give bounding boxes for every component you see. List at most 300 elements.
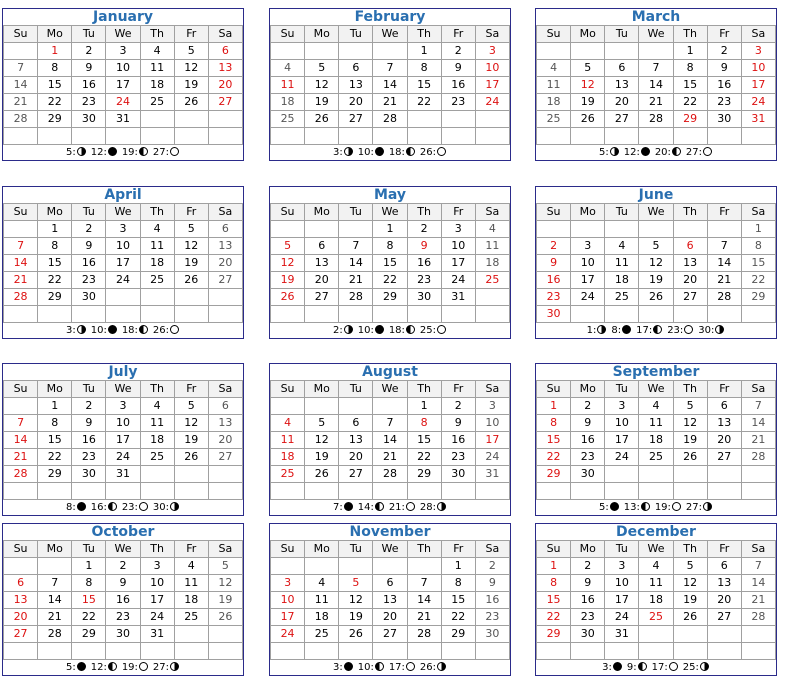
- day-cell[interactable]: 9: [72, 60, 106, 77]
- day-cell[interactable]: 1: [537, 398, 571, 415]
- day-cell[interactable]: 17: [140, 592, 174, 609]
- day-cell[interactable]: 1: [38, 221, 72, 238]
- day-cell[interactable]: 23: [106, 609, 140, 626]
- day-cell[interactable]: 30: [571, 466, 605, 483]
- day-cell[interactable]: 19: [673, 592, 707, 609]
- day-cell[interactable]: 23: [72, 94, 106, 111]
- day-cell[interactable]: 14: [373, 77, 407, 94]
- day-cell[interactable]: 18: [475, 255, 509, 272]
- day-cell[interactable]: 15: [72, 592, 106, 609]
- day-cell[interactable]: 8: [72, 575, 106, 592]
- day-cell[interactable]: 13: [707, 415, 741, 432]
- day-cell[interactable]: 21: [4, 449, 38, 466]
- day-cell[interactable]: 2: [571, 398, 605, 415]
- day-cell[interactable]: 26: [639, 289, 673, 306]
- day-cell[interactable]: 22: [38, 94, 72, 111]
- day-cell[interactable]: 16: [106, 592, 140, 609]
- day-cell[interactable]: 12: [673, 575, 707, 592]
- day-cell[interactable]: 26: [673, 609, 707, 626]
- day-cell[interactable]: 20: [208, 77, 242, 94]
- day-cell[interactable]: 4: [475, 221, 509, 238]
- day-cell[interactable]: 20: [707, 432, 741, 449]
- day-cell[interactable]: 26: [571, 111, 605, 128]
- day-cell[interactable]: 3: [605, 398, 639, 415]
- day-cell[interactable]: 21: [38, 609, 72, 626]
- day-cell[interactable]: 2: [707, 43, 741, 60]
- day-cell[interactable]: 15: [441, 592, 475, 609]
- day-cell[interactable]: 5: [174, 43, 208, 60]
- day-cell[interactable]: 1: [673, 43, 707, 60]
- day-cell[interactable]: 8: [673, 60, 707, 77]
- day-cell[interactable]: 27: [707, 449, 741, 466]
- day-cell[interactable]: 19: [208, 592, 242, 609]
- day-cell[interactable]: 7: [4, 60, 38, 77]
- day-cell[interactable]: 30: [72, 466, 106, 483]
- day-cell[interactable]: 28: [4, 111, 38, 128]
- day-cell[interactable]: 10: [741, 60, 775, 77]
- day-cell[interactable]: 11: [140, 238, 174, 255]
- day-cell[interactable]: 1: [373, 221, 407, 238]
- day-cell[interactable]: 8: [741, 238, 775, 255]
- day-cell[interactable]: 7: [373, 415, 407, 432]
- day-cell[interactable]: 11: [271, 77, 305, 94]
- day-cell[interactable]: 28: [38, 626, 72, 643]
- day-cell[interactable]: 2: [441, 43, 475, 60]
- day-cell[interactable]: 19: [305, 449, 339, 466]
- day-cell[interactable]: 19: [305, 94, 339, 111]
- day-cell[interactable]: 16: [707, 77, 741, 94]
- day-cell[interactable]: 29: [441, 626, 475, 643]
- day-cell[interactable]: 3: [605, 558, 639, 575]
- day-cell[interactable]: 26: [174, 94, 208, 111]
- day-cell[interactable]: 9: [537, 255, 571, 272]
- day-cell[interactable]: 1: [407, 398, 441, 415]
- day-cell[interactable]: 6: [673, 238, 707, 255]
- day-cell[interactable]: 16: [72, 255, 106, 272]
- day-cell[interactable]: 9: [475, 575, 509, 592]
- day-cell[interactable]: 6: [373, 575, 407, 592]
- day-cell[interactable]: 27: [305, 289, 339, 306]
- day-cell[interactable]: 23: [475, 609, 509, 626]
- day-cell[interactable]: 11: [639, 575, 673, 592]
- day-cell[interactable]: 15: [373, 255, 407, 272]
- day-cell[interactable]: 18: [537, 94, 571, 111]
- day-cell[interactable]: 6: [208, 398, 242, 415]
- day-cell[interactable]: 22: [673, 94, 707, 111]
- day-cell[interactable]: 18: [305, 609, 339, 626]
- day-cell[interactable]: 17: [571, 272, 605, 289]
- day-cell[interactable]: 12: [305, 77, 339, 94]
- day-cell[interactable]: 27: [339, 466, 373, 483]
- day-cell[interactable]: 18: [605, 272, 639, 289]
- day-cell[interactable]: 17: [106, 77, 140, 94]
- day-cell[interactable]: 28: [339, 289, 373, 306]
- day-cell[interactable]: 24: [106, 272, 140, 289]
- day-cell[interactable]: 17: [605, 592, 639, 609]
- day-cell[interactable]: 20: [4, 609, 38, 626]
- day-cell[interactable]: 29: [72, 626, 106, 643]
- day-cell[interactable]: 17: [741, 77, 775, 94]
- day-cell[interactable]: 5: [305, 415, 339, 432]
- day-cell[interactable]: 4: [271, 60, 305, 77]
- day-cell[interactable]: 31: [475, 466, 509, 483]
- day-cell[interactable]: 25: [605, 289, 639, 306]
- day-cell[interactable]: 29: [38, 289, 72, 306]
- day-cell[interactable]: 16: [571, 592, 605, 609]
- day-cell[interactable]: 2: [72, 43, 106, 60]
- day-cell[interactable]: 23: [441, 449, 475, 466]
- day-cell[interactable]: 7: [373, 60, 407, 77]
- day-cell[interactable]: 6: [339, 60, 373, 77]
- day-cell[interactable]: 25: [639, 609, 673, 626]
- day-cell[interactable]: 10: [140, 575, 174, 592]
- day-cell[interactable]: 30: [537, 306, 571, 323]
- day-cell[interactable]: 10: [605, 415, 639, 432]
- day-cell[interactable]: 21: [741, 592, 775, 609]
- day-cell[interactable]: 12: [174, 415, 208, 432]
- day-cell[interactable]: 26: [305, 466, 339, 483]
- day-cell[interactable]: 23: [72, 449, 106, 466]
- day-cell[interactable]: 15: [537, 592, 571, 609]
- day-cell[interactable]: 15: [38, 432, 72, 449]
- day-cell[interactable]: 29: [38, 466, 72, 483]
- day-cell[interactable]: 11: [174, 575, 208, 592]
- day-cell[interactable]: 24: [271, 626, 305, 643]
- day-cell[interactable]: 9: [571, 575, 605, 592]
- day-cell[interactable]: 3: [741, 43, 775, 60]
- day-cell[interactable]: 9: [72, 415, 106, 432]
- day-cell[interactable]: 5: [673, 398, 707, 415]
- day-cell[interactable]: 25: [271, 466, 305, 483]
- day-cell[interactable]: 16: [407, 255, 441, 272]
- day-cell[interactable]: 7: [4, 415, 38, 432]
- day-cell[interactable]: 23: [571, 609, 605, 626]
- day-cell[interactable]: 12: [174, 238, 208, 255]
- day-cell[interactable]: 19: [174, 255, 208, 272]
- day-cell[interactable]: 7: [4, 238, 38, 255]
- day-cell[interactable]: 15: [38, 255, 72, 272]
- day-cell[interactable]: 13: [339, 432, 373, 449]
- day-cell[interactable]: 20: [339, 94, 373, 111]
- day-cell[interactable]: 28: [639, 111, 673, 128]
- day-cell[interactable]: 8: [38, 60, 72, 77]
- day-cell[interactable]: 18: [140, 432, 174, 449]
- day-cell[interactable]: 25: [475, 272, 509, 289]
- day-cell[interactable]: 9: [441, 415, 475, 432]
- day-cell[interactable]: 30: [72, 111, 106, 128]
- day-cell[interactable]: 22: [38, 272, 72, 289]
- day-cell[interactable]: 3: [571, 238, 605, 255]
- day-cell[interactable]: 10: [106, 415, 140, 432]
- day-cell[interactable]: 25: [537, 111, 571, 128]
- day-cell[interactable]: 13: [339, 77, 373, 94]
- day-cell[interactable]: 25: [305, 626, 339, 643]
- day-cell[interactable]: 18: [639, 432, 673, 449]
- day-cell[interactable]: 10: [605, 575, 639, 592]
- day-cell[interactable]: 14: [639, 77, 673, 94]
- day-cell[interactable]: 24: [475, 94, 509, 111]
- day-cell[interactable]: 5: [673, 558, 707, 575]
- day-cell[interactable]: 21: [4, 272, 38, 289]
- day-cell[interactable]: 17: [106, 255, 140, 272]
- day-cell[interactable]: 16: [72, 77, 106, 94]
- day-cell[interactable]: 10: [475, 415, 509, 432]
- day-cell[interactable]: 11: [475, 238, 509, 255]
- day-cell[interactable]: 26: [174, 449, 208, 466]
- day-cell[interactable]: 5: [639, 238, 673, 255]
- day-cell[interactable]: 16: [72, 432, 106, 449]
- day-cell[interactable]: 30: [106, 626, 140, 643]
- day-cell[interactable]: 21: [4, 94, 38, 111]
- day-cell[interactable]: 9: [72, 238, 106, 255]
- day-cell[interactable]: 10: [441, 238, 475, 255]
- day-cell[interactable]: 9: [441, 60, 475, 77]
- day-cell[interactable]: 19: [174, 432, 208, 449]
- day-cell[interactable]: 7: [339, 238, 373, 255]
- day-cell[interactable]: 3: [106, 398, 140, 415]
- day-cell[interactable]: 20: [707, 592, 741, 609]
- day-cell[interactable]: 14: [373, 432, 407, 449]
- day-cell[interactable]: 14: [407, 592, 441, 609]
- day-cell[interactable]: 27: [208, 272, 242, 289]
- day-cell[interactable]: 2: [106, 558, 140, 575]
- day-cell[interactable]: 21: [741, 432, 775, 449]
- day-cell[interactable]: 4: [305, 575, 339, 592]
- day-cell[interactable]: 29: [407, 466, 441, 483]
- day-cell[interactable]: 28: [741, 449, 775, 466]
- day-cell[interactable]: 1: [537, 558, 571, 575]
- day-cell[interactable]: 20: [339, 449, 373, 466]
- day-cell[interactable]: 25: [140, 272, 174, 289]
- day-cell[interactable]: 27: [208, 94, 242, 111]
- day-cell[interactable]: 6: [208, 221, 242, 238]
- day-cell[interactable]: 19: [271, 272, 305, 289]
- day-cell[interactable]: 21: [373, 449, 407, 466]
- day-cell[interactable]: 17: [475, 432, 509, 449]
- day-cell[interactable]: 17: [271, 609, 305, 626]
- day-cell[interactable]: 8: [441, 575, 475, 592]
- day-cell[interactable]: 25: [271, 111, 305, 128]
- day-cell[interactable]: 27: [605, 111, 639, 128]
- day-cell[interactable]: 22: [537, 609, 571, 626]
- day-cell[interactable]: 1: [441, 558, 475, 575]
- day-cell[interactable]: 31: [441, 289, 475, 306]
- day-cell[interactable]: 24: [140, 609, 174, 626]
- day-cell[interactable]: 22: [373, 272, 407, 289]
- day-cell[interactable]: 24: [741, 94, 775, 111]
- day-cell[interactable]: 15: [741, 255, 775, 272]
- day-cell[interactable]: 24: [106, 449, 140, 466]
- day-cell[interactable]: 30: [441, 466, 475, 483]
- day-cell[interactable]: 20: [673, 272, 707, 289]
- day-cell[interactable]: 24: [571, 289, 605, 306]
- day-cell[interactable]: 2: [441, 398, 475, 415]
- day-cell[interactable]: 22: [72, 609, 106, 626]
- day-cell[interactable]: 8: [373, 238, 407, 255]
- day-cell[interactable]: 25: [174, 609, 208, 626]
- day-cell[interactable]: 3: [271, 575, 305, 592]
- day-cell[interactable]: 6: [305, 238, 339, 255]
- day-cell[interactable]: 1: [72, 558, 106, 575]
- day-cell[interactable]: 25: [140, 94, 174, 111]
- day-cell[interactable]: 19: [571, 94, 605, 111]
- day-cell[interactable]: 26: [208, 609, 242, 626]
- day-cell[interactable]: 6: [707, 558, 741, 575]
- day-cell[interactable]: 18: [140, 77, 174, 94]
- day-cell[interactable]: 2: [537, 238, 571, 255]
- day-cell[interactable]: 23: [707, 94, 741, 111]
- day-cell[interactable]: 20: [208, 432, 242, 449]
- day-cell[interactable]: 27: [208, 449, 242, 466]
- day-cell[interactable]: 22: [441, 609, 475, 626]
- day-cell[interactable]: 16: [571, 432, 605, 449]
- day-cell[interactable]: 19: [174, 77, 208, 94]
- day-cell[interactable]: 4: [271, 415, 305, 432]
- day-cell[interactable]: 27: [4, 626, 38, 643]
- day-cell[interactable]: 15: [537, 432, 571, 449]
- day-cell[interactable]: 4: [174, 558, 208, 575]
- day-cell[interactable]: 25: [639, 449, 673, 466]
- day-cell[interactable]: 10: [106, 60, 140, 77]
- day-cell[interactable]: 19: [673, 432, 707, 449]
- day-cell[interactable]: 16: [537, 272, 571, 289]
- day-cell[interactable]: 3: [441, 221, 475, 238]
- day-cell[interactable]: 8: [537, 575, 571, 592]
- day-cell[interactable]: 11: [140, 60, 174, 77]
- day-cell[interactable]: 6: [339, 415, 373, 432]
- day-cell[interactable]: 14: [4, 432, 38, 449]
- day-cell[interactable]: 14: [741, 575, 775, 592]
- day-cell[interactable]: 23: [537, 289, 571, 306]
- day-cell[interactable]: 22: [407, 94, 441, 111]
- day-cell[interactable]: 15: [407, 432, 441, 449]
- day-cell[interactable]: 4: [140, 43, 174, 60]
- day-cell[interactable]: 14: [4, 77, 38, 94]
- day-cell[interactable]: 13: [208, 415, 242, 432]
- day-cell[interactable]: 9: [571, 415, 605, 432]
- day-cell[interactable]: 24: [605, 609, 639, 626]
- day-cell[interactable]: 28: [4, 289, 38, 306]
- day-cell[interactable]: 6: [208, 43, 242, 60]
- day-cell[interactable]: 13: [305, 255, 339, 272]
- day-cell[interactable]: 13: [208, 60, 242, 77]
- day-cell[interactable]: 11: [140, 415, 174, 432]
- day-cell[interactable]: 29: [38, 111, 72, 128]
- day-cell[interactable]: 26: [673, 449, 707, 466]
- day-cell[interactable]: 22: [38, 449, 72, 466]
- day-cell[interactable]: 23: [407, 272, 441, 289]
- day-cell[interactable]: 27: [673, 289, 707, 306]
- day-cell[interactable]: 14: [38, 592, 72, 609]
- day-cell[interactable]: 18: [639, 592, 673, 609]
- day-cell[interactable]: 24: [475, 449, 509, 466]
- day-cell[interactable]: 15: [407, 77, 441, 94]
- day-cell[interactable]: 6: [605, 60, 639, 77]
- day-cell[interactable]: 13: [673, 255, 707, 272]
- day-cell[interactable]: 12: [174, 60, 208, 77]
- day-cell[interactable]: 14: [707, 255, 741, 272]
- day-cell[interactable]: 6: [707, 398, 741, 415]
- day-cell[interactable]: 30: [475, 626, 509, 643]
- day-cell[interactable]: 5: [174, 221, 208, 238]
- day-cell[interactable]: 7: [741, 558, 775, 575]
- day-cell[interactable]: 8: [38, 238, 72, 255]
- day-cell[interactable]: 17: [605, 432, 639, 449]
- day-cell[interactable]: 11: [639, 415, 673, 432]
- day-cell[interactable]: 5: [174, 398, 208, 415]
- day-cell[interactable]: 28: [707, 289, 741, 306]
- day-cell[interactable]: 19: [639, 272, 673, 289]
- day-cell[interactable]: 18: [140, 255, 174, 272]
- day-cell[interactable]: 7: [38, 575, 72, 592]
- day-cell[interactable]: 15: [673, 77, 707, 94]
- day-cell[interactable]: 26: [339, 626, 373, 643]
- day-cell[interactable]: 28: [373, 466, 407, 483]
- day-cell[interactable]: 8: [407, 60, 441, 77]
- day-cell[interactable]: 18: [271, 449, 305, 466]
- day-cell[interactable]: 10: [571, 255, 605, 272]
- day-cell[interactable]: 6: [4, 575, 38, 592]
- day-cell[interactable]: 17: [441, 255, 475, 272]
- day-cell[interactable]: 28: [407, 626, 441, 643]
- day-cell[interactable]: 31: [106, 466, 140, 483]
- day-cell[interactable]: 2: [407, 221, 441, 238]
- day-cell[interactable]: 4: [639, 398, 673, 415]
- day-cell[interactable]: 5: [305, 60, 339, 77]
- day-cell[interactable]: 23: [571, 449, 605, 466]
- day-cell[interactable]: 31: [741, 111, 775, 128]
- day-cell[interactable]: 26: [271, 289, 305, 306]
- day-cell[interactable]: 24: [441, 272, 475, 289]
- day-cell[interactable]: 1: [38, 43, 72, 60]
- day-cell[interactable]: 5: [339, 575, 373, 592]
- day-cell[interactable]: 27: [373, 626, 407, 643]
- day-cell[interactable]: 14: [339, 255, 373, 272]
- day-cell[interactable]: 16: [441, 432, 475, 449]
- day-cell[interactable]: 21: [373, 94, 407, 111]
- day-cell[interactable]: 4: [639, 558, 673, 575]
- day-cell[interactable]: 10: [271, 592, 305, 609]
- day-cell[interactable]: 5: [208, 558, 242, 575]
- day-cell[interactable]: 11: [271, 432, 305, 449]
- day-cell[interactable]: 14: [4, 255, 38, 272]
- day-cell[interactable]: 30: [407, 289, 441, 306]
- day-cell[interactable]: 31: [605, 626, 639, 643]
- day-cell[interactable]: 29: [537, 626, 571, 643]
- day-cell[interactable]: 31: [140, 626, 174, 643]
- day-cell[interactable]: 2: [72, 221, 106, 238]
- day-cell[interactable]: 24: [605, 449, 639, 466]
- day-cell[interactable]: 17: [475, 77, 509, 94]
- day-cell[interactable]: 28: [4, 466, 38, 483]
- day-cell[interactable]: 12: [305, 432, 339, 449]
- day-cell[interactable]: 29: [673, 111, 707, 128]
- day-cell[interactable]: 4: [605, 238, 639, 255]
- day-cell[interactable]: 8: [407, 415, 441, 432]
- day-cell[interactable]: 31: [106, 111, 140, 128]
- day-cell[interactable]: 30: [571, 626, 605, 643]
- day-cell[interactable]: 3: [106, 221, 140, 238]
- day-cell[interactable]: 21: [339, 272, 373, 289]
- day-cell[interactable]: 1: [38, 398, 72, 415]
- day-cell[interactable]: 21: [639, 94, 673, 111]
- day-cell[interactable]: 3: [475, 43, 509, 60]
- day-cell[interactable]: 1: [407, 43, 441, 60]
- day-cell[interactable]: 20: [373, 609, 407, 626]
- day-cell[interactable]: 11: [605, 255, 639, 272]
- day-cell[interactable]: 24: [106, 94, 140, 111]
- day-cell[interactable]: 26: [305, 111, 339, 128]
